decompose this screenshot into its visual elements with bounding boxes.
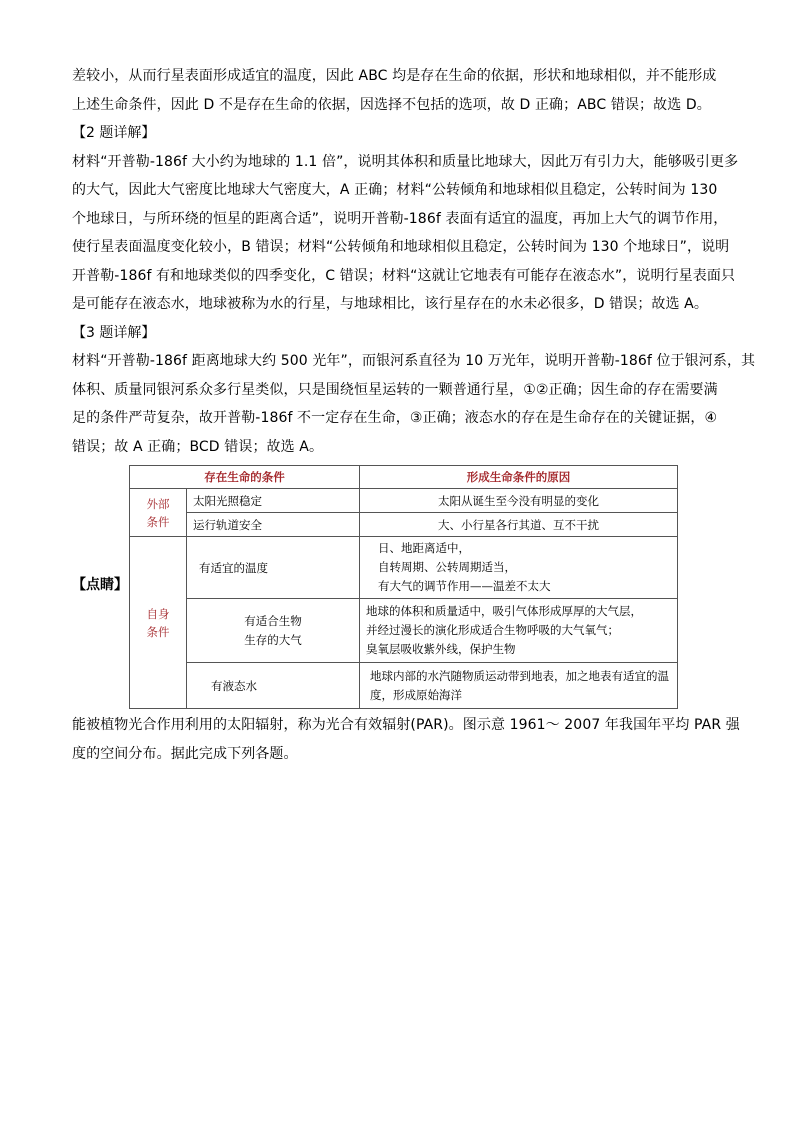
external-label: 外部 条件 bbox=[130, 489, 187, 537]
text-line: 上述生命条件，因此 D 不是存在生命的依据，因选择不包括的选项，故 D 正确；ABC 错误；故选 D。 bbox=[72, 96, 711, 113]
text-line: 差较小，从而行星表面形成适宜的温度，因此 ABC 均是存在生命的依据，形状和地球相似，并不能形成 bbox=[72, 68, 717, 84]
condition-cell: 运行轨道安全 bbox=[187, 513, 360, 537]
text-line: 的大气，因此大气密度比地球大气密度大，A 正确；材料“公转倾角和地球相似且稳定，公转时间为 130 bbox=[72, 182, 718, 198]
table-row bbox=[130, 537, 678, 599]
table-row bbox=[130, 513, 678, 537]
condition-cell: 有适宜的温度 bbox=[187, 537, 360, 599]
table-row bbox=[130, 599, 678, 663]
q3-heading: 【3 题详解】 bbox=[72, 324, 156, 341]
table-row bbox=[130, 663, 678, 709]
text-line: 能被植物光合作用利用的太阳辐射，称为光合有效辐射(PAR)。图示意 1961～ 2007 年我国年平均 PAR 强 bbox=[72, 717, 740, 733]
dianjing-section bbox=[72, 465, 722, 711]
header-condition: 存在生命的条件 bbox=[130, 466, 360, 489]
document-page bbox=[72, 62, 756, 768]
text-line: 足的条件严苛复杂，故开普勒-186f 不一定存在生命，③正确；液态水的存在是生命存在的关键证据，④ bbox=[72, 410, 718, 426]
life-conditions-table bbox=[129, 465, 678, 709]
table-header-row bbox=[130, 466, 678, 489]
header-reason: 形成生命条件的原因 bbox=[360, 466, 678, 489]
internal-label: 自身 条件 bbox=[130, 537, 187, 709]
text-line: 开普勒-186f 有和地球类似的四季变化，C 错误；材料“这就让它地表有可能存在液态水”，说明行星表面只 bbox=[72, 267, 736, 284]
dianjing-label: 【点睛】 bbox=[72, 577, 128, 593]
text-line: 使行星表面温度变化较小，B 错误；材料“公转倾角和地球相似且稳定，公转时间为 130 个地球日”，说明 bbox=[72, 239, 730, 255]
text-line: 度的空间分布。据此完成下列各题。 bbox=[72, 745, 298, 762]
reason-cell: 地球内部的水汽随物质运动带到地表，加之地表有适宜的温 度，形成原始海洋 bbox=[360, 663, 678, 709]
text-line: 体积、质量同银河系众多行星类似，只是围绕恒星运转的一颗普通行星，①②正确；因生命的存在需要满 bbox=[72, 381, 718, 398]
reason-cell: 大、小行星各行其道、互不干扰 bbox=[360, 513, 678, 537]
condition-cell: 有液态水 bbox=[187, 663, 360, 709]
condition-cell: 有适合生物 生存的大气 bbox=[187, 599, 360, 663]
text-line: 是可能存在液态水，地球被称为水的行星，与地球相比，该行星存在的水未必很多，D 错误；故选 A。 bbox=[72, 296, 708, 312]
text-line: 材料“开普勒-186f 距离地球大约 500 光年”，而银河系直径为 10 万光年，说明开普勒-186f 位于银河系，其 bbox=[72, 353, 756, 369]
table-row bbox=[130, 489, 678, 513]
reason-cell: 日、地距离适中， 自转周期、公转周期适当， 有大气的调节作用——温差不太大 bbox=[360, 537, 678, 599]
text-line: 材料“开普勒-186f 大小约为地球的 1.1 倍”，说明其体积和质量比地球大，因此万有引力大，能够吸引更多 bbox=[72, 153, 739, 170]
reason-cell: 太阳从诞生至今没有明显的变化 bbox=[360, 489, 678, 513]
text-line: 个地球日，与所环绕的恒星的距离合适”，说明开普勒-186f 表面有适宜的温度，再加上大气的调节作用， bbox=[72, 210, 728, 227]
text-line: 错误；故 A 正确；BCD 错误；故选 A。 bbox=[72, 438, 324, 455]
condition-cell: 太阳光照稳定 bbox=[187, 489, 360, 513]
reason-cell: 地球的体积和质量适中，吸引气体形成厚厚的大气层， 并经过漫长的演化形成适合生物呼吸的大气氧气； 臭氧层吸收紫外线，保护生物 bbox=[360, 599, 678, 663]
q2-heading: 【2 题详解】 bbox=[72, 125, 156, 141]
